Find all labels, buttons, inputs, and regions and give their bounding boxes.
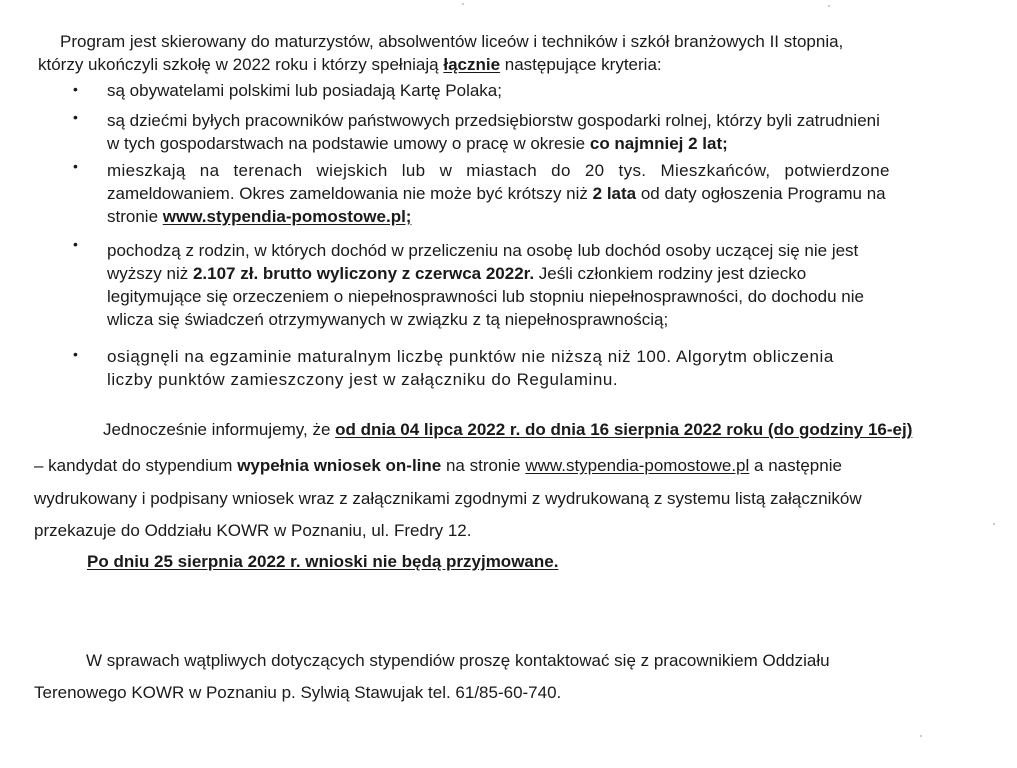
criterion-4-text-2a: wyższy niż <box>107 264 193 283</box>
scan-speck <box>993 523 995 525</box>
notice-text-4: przekazuje do Oddziału KOWR w Poznaniu, ul. Fredry 12. <box>34 521 472 540</box>
criterion-4-text-4: wlicza się świadczeń otrzymywanych w związku z tą niepełnosprawnością; <box>107 310 669 329</box>
criterion-3-line-2 <box>107 183 886 205</box>
notice-text-2a: – kandydat do stypendium <box>34 456 238 475</box>
intro-line-2 <box>38 54 662 76</box>
scan-speck <box>462 3 464 5</box>
intro-text-2a: którzy ukończyli szkołę w 2022 roku i którzy spełniają <box>38 55 444 74</box>
bullet-4: • <box>73 236 78 252</box>
notice-online-emphasis: wypełnia wniosek on-line <box>237 456 442 475</box>
criterion-5-text-1: osiągnęli na egzaminie maturalnym liczbę punktów nie niższą niż 100. Algorytm obliczenia <box>107 347 834 366</box>
criterion-3-text-3a: stronie <box>107 207 163 226</box>
criterion-1 <box>107 80 502 102</box>
notice-line-4 <box>34 520 471 542</box>
criterion-4-line-1 <box>107 240 858 262</box>
criterion-3-emphasis: 2 lata <box>592 184 637 203</box>
contact-line-1 <box>86 650 830 672</box>
criterion-5-line-1 <box>107 346 834 368</box>
contact-line-2 <box>34 682 561 704</box>
criterion-4-emphasis: 2.107 zł. brutto wyliczony z czerwca 2022r. <box>192 264 535 283</box>
contact-text-2: Terenowego KOWR w Poznaniu p. Sylwią Stawujak tel. 61/85-60-740. <box>34 683 562 702</box>
criterion-3-text-2a: zameldowaniem. Okres zameldowania nie może być krótszy niż <box>107 184 593 203</box>
criterion-2-line-1 <box>107 110 880 132</box>
notice-text-1a: Jednocześnie informujemy, że <box>103 420 336 439</box>
criterion-4-text-1: pochodzą z rodzin, w których dochód w przeliczeniu na osobę lub dochód osoby uczącej się nie jest <box>107 241 859 260</box>
notice-website-link[interactable]: www.stypendia-pomostowe.pl <box>525 456 750 475</box>
criterion-2-emphasis: co najmniej 2 lat; <box>589 134 728 153</box>
bullet-1: • <box>73 81 78 97</box>
criterion-3-website-link[interactable]: www.stypendia-pomostowe.pl; <box>162 207 412 226</box>
bullet-3: • <box>73 158 78 174</box>
bullet-5: • <box>73 346 78 362</box>
scan-speck <box>920 735 922 737</box>
bullet-2: • <box>73 109 78 125</box>
intro-line-1 <box>60 31 993 53</box>
notice-line-1 <box>103 419 912 441</box>
criterion-4-line-3 <box>107 286 864 308</box>
criterion-5-text-2: liczby punktów zamieszczony jest w załączniku do Regulaminu. <box>107 370 619 389</box>
criterion-3-line-3 <box>107 206 411 228</box>
criterion-2-line-2 <box>107 133 728 155</box>
deadline-line <box>87 551 558 573</box>
criterion-4-text-2c: Jeśli członkiem rodziny jest dziecko <box>534 264 807 283</box>
contact-text-1: W sprawach wątpliwych dotyczących stypendiów proszę kontaktować się z pracownikiem Oddziału <box>86 651 830 670</box>
criterion-1-text: są obywatelami polskimi lub posiadają Kartę Polaka; <box>107 81 502 100</box>
notice-text-2e: a następnie <box>749 456 842 475</box>
criterion-3-line-1 <box>107 160 962 182</box>
notice-text-3: wydrukowany i podpisany wniosek wraz z załącznikami zgodnymi z wydrukowaną z systemu listą załączników <box>34 489 862 508</box>
notice-line-2 <box>34 455 842 477</box>
criterion-2-text-2a: w tych gospodarstwach na podstawie umowy o pracę w okresie <box>107 134 590 153</box>
criterion-3-text-2c: od daty ogłoszenia Programu na <box>636 184 886 203</box>
criterion-2-text-1: są dziećmi byłych pracowników państwowych przedsiębiorstw gospodarki rolnej, którzy byli zatrudnieni <box>107 111 880 130</box>
criterion-4-text-3: legitymujące się orzeczeniem o niepełnosprawności lub stopniu niepełnosprawności, do dochodu nie <box>107 287 864 306</box>
criterion-4-line-2 <box>107 263 806 285</box>
intro-text-2c: następujące kryteria: <box>500 55 662 74</box>
criterion-3-text-1: mieszkają na terenach wiejskich lub w miastach do 20 tys. Mieszkańców, potwierdzone <box>107 161 890 180</box>
intro-text-1: Program jest skierowany do maturzystów, absolwentów liceów i techników i szkół branżowych II stopnia, <box>60 32 844 51</box>
notice-line-3 <box>34 488 862 510</box>
intro-emphasis-lacznie: łącznie <box>443 55 501 74</box>
notice-date-range: od dnia 04 lipca 2022 r. do dnia 16 sierpnia 2022 roku (do godziny 16-ej) <box>335 420 913 439</box>
deadline-text: Po dniu 25 sierpnia 2022 r. wnioski nie będą przyjmowane. <box>87 552 559 571</box>
criterion-4-line-4 <box>107 309 668 331</box>
scan-speck <box>828 5 830 7</box>
criterion-5-line-2 <box>107 369 618 391</box>
notice-text-2c: na stronie <box>441 456 526 475</box>
